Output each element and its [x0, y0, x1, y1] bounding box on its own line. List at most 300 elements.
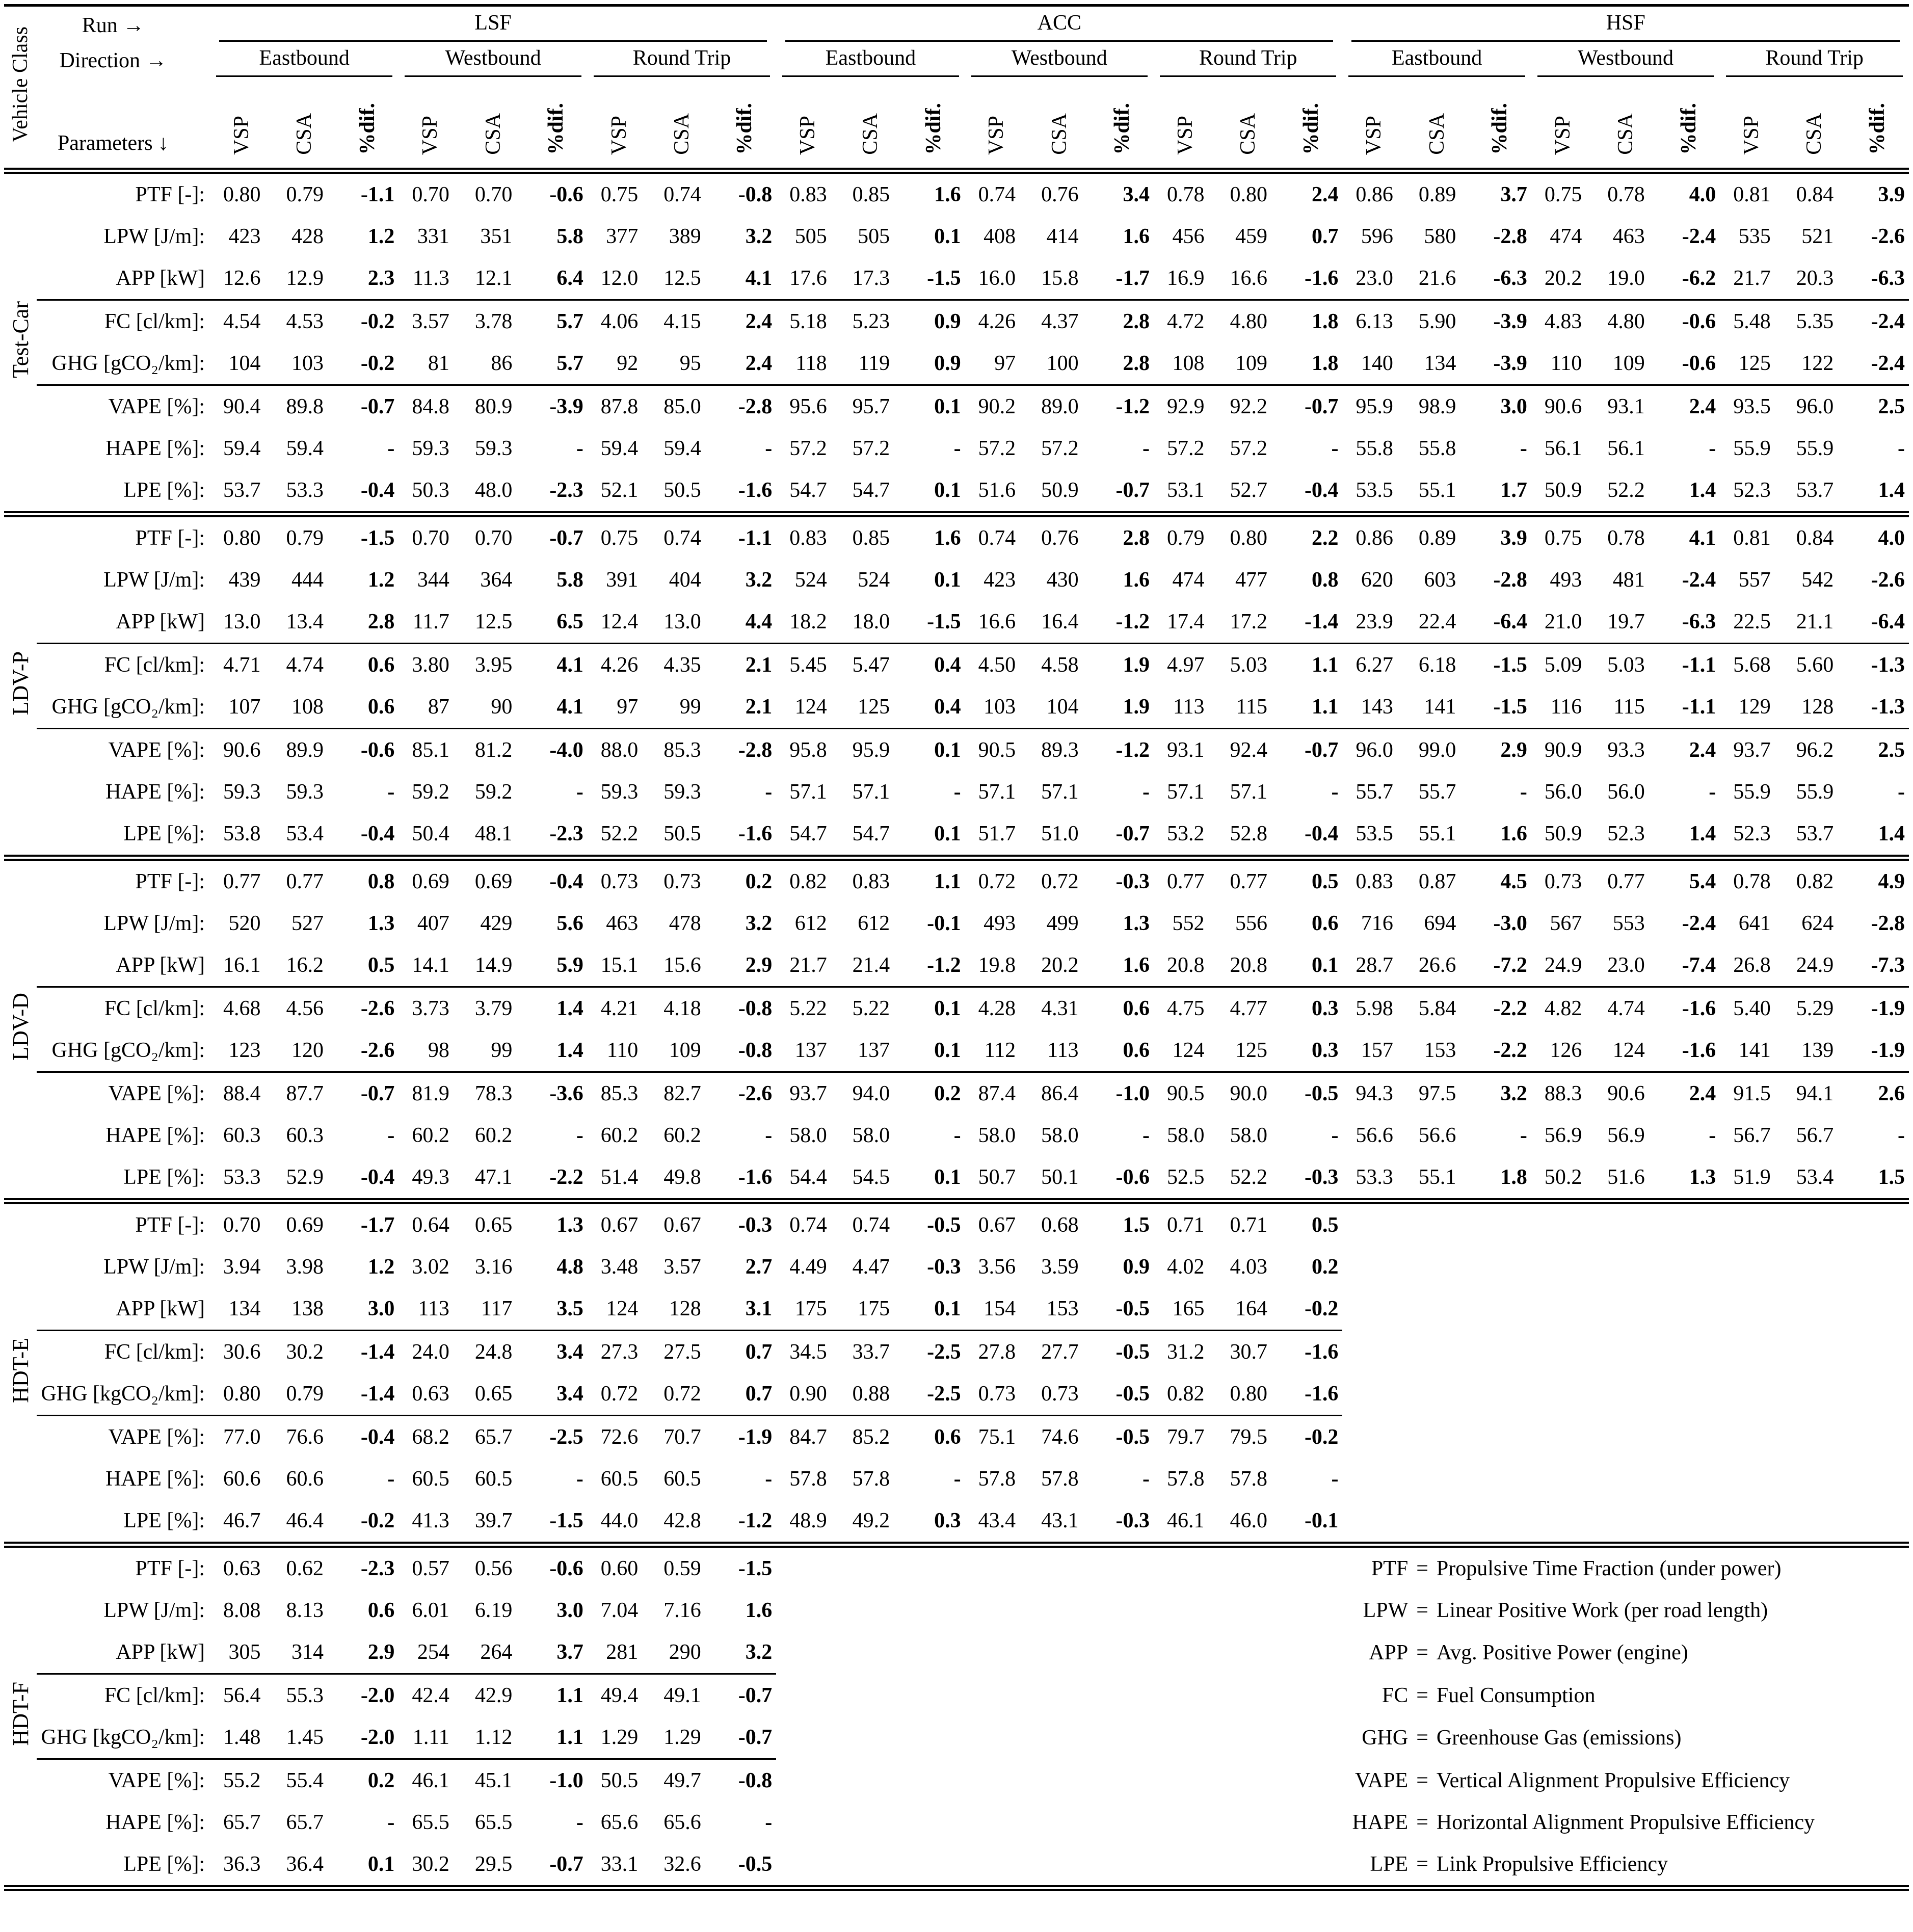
table-cell: 2.4	[1689, 1082, 1716, 1105]
table-cell: 1.6	[1123, 954, 1150, 977]
table-cell: 93.3	[1607, 738, 1645, 762]
column-header-label: %dif.	[1299, 103, 1323, 155]
table-row	[4, 601, 1909, 644]
column-header-label: CSA	[670, 113, 694, 155]
table-cell: 6.18	[1418, 653, 1456, 677]
table-cell: 49.7	[663, 1769, 701, 1792]
table-cell: 4.8	[556, 1255, 583, 1279]
table-cell: 139	[1801, 1039, 1834, 1062]
table-cell: 74.6	[1041, 1425, 1079, 1449]
table-cell: -0.5	[1115, 1382, 1150, 1406]
table-cell: 52.2	[1607, 479, 1645, 502]
legend-equals: =	[1416, 1852, 1428, 1876]
param-label: FC [cl/km]:	[104, 310, 205, 333]
table-cell: 8.13	[286, 1599, 324, 1622]
column-header-csa	[273, 77, 335, 169]
table-cell: 92.4	[1230, 738, 1267, 762]
table-cell: 57.1	[1041, 780, 1079, 804]
column-header-label: VSP	[795, 115, 819, 155]
table-cell: 20.3	[1796, 267, 1834, 290]
table-cell: 2.4	[1311, 183, 1339, 206]
table-cell: -4.0	[549, 738, 583, 762]
table-cell: 4.72	[1167, 310, 1205, 333]
table-cell: 55.8	[1356, 437, 1393, 460]
table-cell: -0.4	[1304, 479, 1339, 502]
table-cell: 0.67	[978, 1213, 1016, 1237]
legend-abbr: LPE	[1370, 1852, 1409, 1876]
table-cell: 53.5	[1356, 822, 1393, 845]
column-header-label: %dif.	[355, 103, 379, 155]
table-cell: 1.4	[556, 1039, 583, 1062]
table-cell: 0.89	[1418, 183, 1456, 206]
table-cell: 1.6	[934, 183, 961, 206]
table-cell: 115	[1613, 695, 1645, 719]
table-cell: 14.1	[412, 954, 449, 977]
param-label: GHG [kgCO₂/km]:	[41, 1382, 205, 1406]
table-cell: 603	[1424, 568, 1456, 592]
table-cell: 4.82	[1544, 997, 1582, 1020]
vehicle-class-label: HDT-E	[8, 1337, 33, 1403]
table-cell: 47.1	[474, 1166, 513, 1189]
table-row	[4, 1802, 1909, 1843]
table-cell: 113	[418, 1297, 449, 1320]
table-cell: 423	[228, 225, 261, 248]
param-label: LPW [J/m]:	[103, 225, 205, 248]
table-row	[4, 1843, 1909, 1886]
double-rule	[4, 1199, 1909, 1203]
legend-abbr: FC	[1381, 1684, 1409, 1707]
table-cell: 1.9	[1123, 653, 1150, 677]
table-cell: -	[387, 780, 395, 804]
table-cell: 43.4	[978, 1509, 1016, 1532]
table-cell: -3.9	[549, 395, 583, 418]
table-cell: 141	[1738, 1039, 1771, 1062]
table-cell: 0.63	[412, 1382, 449, 1406]
legend-text: Horizontal Alignment Propulsive Efficiency	[1436, 1811, 1815, 1834]
table-cell: 0.6	[367, 695, 395, 719]
table-cell: 0.70	[474, 183, 513, 206]
table-cell: 0.80	[223, 183, 261, 206]
table-cell: 0.84	[1796, 526, 1834, 550]
table-cell: 49.8	[663, 1166, 701, 1189]
table-cell: -2.2	[1493, 997, 1527, 1020]
table-cell: 57.2	[978, 437, 1016, 460]
table-cell: 153	[1424, 1039, 1456, 1062]
legend-entry	[776, 1716, 1909, 1759]
table-cell: -3.9	[1493, 310, 1527, 333]
legend-equals: =	[1416, 1640, 1428, 1664]
table-cell: 108	[1172, 352, 1205, 375]
table-cell: 4.49	[789, 1255, 827, 1279]
table-cell: -	[387, 1124, 395, 1147]
table-cell: 19.8	[978, 954, 1016, 977]
table-cell: 493	[1550, 568, 1582, 592]
table-cell: -2.4	[1682, 912, 1716, 935]
table-cell: 5.45	[789, 653, 827, 677]
table-cell: 65.7	[286, 1811, 324, 1834]
table-cell: 107	[228, 695, 261, 719]
table-cell: 52.3	[1607, 822, 1645, 845]
table-cell: 68.2	[412, 1425, 449, 1449]
table-cell: 1.2	[367, 568, 395, 592]
table-cell: 0.73	[1544, 870, 1582, 893]
table-row	[4, 1500, 1909, 1543]
table-cell: -1.6	[1304, 267, 1339, 290]
table-cell: 3.7	[1500, 183, 1527, 206]
table-cell: 57.2	[1041, 437, 1079, 460]
table-row	[4, 516, 1909, 559]
param-label: APP [kW]	[116, 954, 205, 977]
table-cell: 56.6	[1356, 1124, 1393, 1147]
table-cell: -1.5	[738, 1557, 773, 1580]
table-cell: 55.3	[286, 1684, 324, 1707]
table-cell: 12.4	[600, 610, 639, 633]
vehicle-class-label: Test-Car	[8, 301, 33, 378]
table-cell: -1.2	[927, 954, 961, 977]
table-row	[4, 428, 1909, 469]
table-cell: 53.8	[223, 822, 261, 845]
legend-text: Greenhouse Gas (emissions)	[1436, 1726, 1682, 1750]
table-cell: 85.2	[852, 1425, 890, 1449]
table-cell: 77.0	[223, 1425, 261, 1449]
table-cell: 85.3	[663, 738, 701, 762]
table-cell: 2.5	[1878, 395, 1905, 418]
table-cell: 49.4	[600, 1684, 639, 1707]
table-cell: 3.2	[745, 1640, 773, 1664]
table-row	[4, 559, 1909, 601]
table-cell: 0.79	[286, 1382, 324, 1406]
table-cell: 43.1	[1041, 1509, 1079, 1532]
table-cell: 3.2	[745, 568, 773, 592]
table-row	[4, 1331, 1909, 1373]
table-cell: 0.82	[1796, 870, 1834, 893]
table-cell: 0.65	[474, 1213, 513, 1237]
table-cell: 1.3	[367, 912, 395, 935]
table-cell: -	[576, 780, 583, 804]
param-label: HAPE [%]:	[105, 1467, 205, 1491]
table-cell: 98	[428, 1039, 449, 1062]
direction-group-label: Westbound	[971, 44, 1148, 77]
table-cell: 57.8	[789, 1467, 827, 1491]
table-cell: 12.1	[474, 267, 513, 290]
table-cell: -0.7	[1115, 822, 1150, 845]
table-cell: 22.4	[1418, 610, 1456, 633]
param-label: GHG [gCO₂/km]:	[51, 695, 205, 719]
table-cell: 50.9	[1041, 479, 1079, 502]
table-cell: 59.3	[286, 780, 324, 804]
table-cell: 27.5	[663, 1340, 701, 1364]
legend-entry	[776, 1590, 1909, 1631]
table-cell: 141	[1424, 695, 1456, 719]
legend-equals: =	[1416, 1599, 1428, 1622]
table-cell: 364	[480, 568, 513, 592]
table-cell: -6.2	[1682, 267, 1716, 290]
table-cell: -1.6	[1682, 1039, 1716, 1062]
table-cell: 3.2	[1500, 1082, 1527, 1105]
table-cell: 4.26	[978, 310, 1016, 333]
table-cell: 6.5	[556, 610, 583, 633]
table-cell: -	[953, 1124, 961, 1147]
table-cell: 6.13	[1356, 310, 1393, 333]
table-cell: 109	[669, 1039, 701, 1062]
column-header-label: CSA	[481, 113, 505, 155]
table-cell: 175	[794, 1297, 827, 1320]
table-cell: 4.28	[978, 997, 1016, 1020]
empty-cell	[1342, 1288, 1909, 1331]
table-cell: 65.7	[223, 1811, 261, 1834]
table-cell: 6.4	[556, 267, 583, 290]
table-cell: 1.2	[367, 1255, 395, 1279]
table-cell: 124	[1172, 1039, 1205, 1062]
table-row	[4, 1246, 1909, 1288]
column-header-dif	[336, 77, 398, 169]
table-cell: 4.1	[745, 267, 773, 290]
table-cell: -	[1709, 780, 1716, 804]
table-cell: 493	[984, 912, 1016, 935]
table-cell: -0.4	[360, 1166, 395, 1189]
table-cell: 1.4	[1878, 822, 1905, 845]
table-cell: 694	[1424, 912, 1456, 935]
table-cell: 0.1	[934, 1166, 961, 1189]
table-cell: 1.7	[1500, 479, 1527, 502]
table-cell: -7.3	[1871, 954, 1905, 977]
legend-entry	[776, 1631, 1909, 1674]
vehicle-class-corner	[4, 6, 37, 169]
table-cell: 57.2	[852, 437, 890, 460]
table-cell: 55.1	[1418, 822, 1456, 845]
param-label: HAPE [%]:	[105, 780, 205, 804]
legend-entry	[776, 1802, 1909, 1843]
table-cell: 1.11	[412, 1726, 449, 1749]
table-cell: -2.4	[1682, 568, 1716, 592]
table-cell: 12.5	[474, 610, 513, 633]
table-cell: 4.47	[852, 1255, 890, 1279]
table-cell: 8.08	[223, 1599, 261, 1622]
column-header-label: VSP	[418, 115, 442, 155]
table-cell: 51.0	[1041, 822, 1079, 845]
table-cell: 49.2	[852, 1509, 890, 1532]
table-cell: 0.83	[789, 183, 827, 206]
table-cell: -1.5	[1493, 653, 1527, 677]
table-cell: -1.4	[360, 1340, 395, 1364]
column-header-label: %dif.	[733, 103, 757, 155]
table-cell: 2.4	[1689, 395, 1716, 418]
column-header-csa	[1028, 77, 1091, 169]
table-cell: 119	[858, 352, 890, 375]
table-cell: 50.9	[1544, 479, 1582, 502]
table-cell: 50.5	[663, 479, 701, 502]
table-cell: 13.4	[286, 610, 324, 633]
block-separator	[4, 1886, 1909, 1890]
table-cell: -2.4	[1871, 352, 1905, 375]
table-cell: 0.73	[663, 870, 701, 893]
table-cell: 84.8	[412, 395, 449, 418]
table-cell: 89.8	[286, 395, 324, 418]
table-cell: 1.1	[556, 1684, 583, 1707]
table-cell: 57.2	[1230, 437, 1267, 460]
table-cell: 117	[481, 1297, 513, 1320]
table-cell: 521	[1801, 225, 1834, 248]
table-cell: -	[1520, 780, 1527, 804]
table-cell: 499	[1046, 912, 1079, 935]
table-cell: 55.9	[1733, 437, 1771, 460]
table-cell: 46.7	[223, 1509, 261, 1532]
param-label: FC [cl/km]:	[104, 1684, 205, 1707]
table-cell: 624	[1801, 912, 1834, 935]
table-cell: 24.0	[412, 1340, 449, 1364]
table-cell: 12.6	[223, 267, 261, 290]
param-label: FC [cl/km]:	[104, 1340, 205, 1364]
table-cell: 0.85	[852, 183, 890, 206]
table-cell: 21.6	[1418, 267, 1456, 290]
block-separator	[4, 512, 1909, 516]
table-cell: -2.5	[549, 1425, 583, 1449]
table-cell: -1.6	[738, 479, 773, 502]
table-cell: 1.4	[1689, 479, 1716, 502]
table-cell: 391	[606, 568, 639, 592]
table-cell: 94.3	[1356, 1082, 1393, 1105]
column-header-dif	[902, 77, 965, 169]
table-cell: -0.1	[1304, 1509, 1339, 1532]
table-cell: 26.8	[1733, 954, 1771, 977]
table-cell: 98.9	[1418, 395, 1456, 418]
table-cell: 153	[1046, 1297, 1079, 1320]
table-cell: 15.6	[663, 954, 701, 977]
table-cell: 1.2	[367, 225, 395, 248]
table-cell: -1.3	[1871, 653, 1905, 677]
table-cell: 59.2	[412, 780, 449, 804]
table-cell: 56.7	[1796, 1124, 1834, 1147]
table-cell: 58.0	[789, 1124, 827, 1147]
table-cell: 46.0	[1230, 1509, 1267, 1532]
table-cell: 1.3	[1123, 912, 1150, 935]
table-cell: 0.75	[1544, 183, 1582, 206]
table-cell: 1.12	[474, 1726, 513, 1749]
column-header-vsp	[210, 77, 273, 169]
table-cell: 95.8	[789, 738, 827, 762]
table-cell: 553	[1612, 912, 1645, 935]
empty-cell	[1342, 1458, 1909, 1500]
table-cell: 3.59	[1041, 1255, 1079, 1279]
table-cell: 60.5	[474, 1467, 513, 1491]
table-cell: 5.03	[1230, 653, 1267, 677]
table-cell: 60.2	[412, 1124, 449, 1147]
table-cell: 7.16	[663, 1599, 701, 1622]
table-cell: 7.04	[600, 1599, 639, 1622]
param-label: PTF [-]:	[135, 183, 205, 206]
parameters-label: Parameters ↓	[57, 131, 169, 155]
table-cell: 138	[291, 1297, 324, 1320]
column-header-label: VSP	[1173, 115, 1197, 155]
param-label: PTF [-]:	[135, 526, 205, 550]
column-header-dif	[713, 77, 776, 169]
table-cell: -	[1520, 437, 1527, 460]
table-cell: 0.69	[474, 870, 513, 893]
table-cell: 54.4	[789, 1166, 827, 1189]
table-cell: 0.80	[223, 526, 261, 550]
table-cell: 254	[417, 1640, 449, 1664]
table-cell: 4.37	[1041, 310, 1079, 333]
column-header-label: CSA	[293, 113, 316, 155]
table-row	[4, 1760, 1909, 1802]
table-cell: -0.5	[1115, 1425, 1150, 1449]
table-cell: -2.5	[927, 1340, 961, 1364]
table-cell: 65.5	[474, 1811, 513, 1834]
table-cell: -2.0	[360, 1684, 395, 1707]
table-cell: 87.4	[978, 1082, 1016, 1105]
legend-abbr: LPW	[1363, 1599, 1409, 1622]
vehicle-class-cell	[4, 173, 37, 512]
table-cell: 3.94	[223, 1255, 261, 1279]
table-cell: -0.4	[1304, 822, 1339, 845]
table-cell: -0.3	[927, 1255, 961, 1279]
table-row	[4, 1416, 1909, 1458]
table-cell: 423	[984, 568, 1016, 592]
table-cell: 0.56	[474, 1557, 513, 1580]
table-cell: 85.1	[412, 738, 449, 762]
direction-group-header	[1342, 42, 1531, 77]
table-cell: 414	[1046, 225, 1079, 248]
table-cell: 0.1	[934, 479, 961, 502]
table-cell: -	[1143, 780, 1150, 804]
table-cell: 5.03	[1607, 653, 1645, 677]
table-cell: -	[576, 1811, 583, 1834]
table-cell: 65.6	[663, 1811, 701, 1834]
table-cell: 157	[1361, 1039, 1393, 1062]
table-cell: 65.7	[474, 1425, 513, 1449]
table-cell: 90.0	[1230, 1082, 1267, 1105]
table-cell: 55.9	[1796, 780, 1834, 804]
table-cell: 3.9	[1878, 183, 1905, 206]
table-cell: 95.7	[852, 395, 890, 418]
table-cell: 1.5	[1123, 1213, 1150, 1237]
column-header-label: VSP	[1739, 115, 1763, 155]
table-row	[4, 1458, 1909, 1500]
table-cell: 54.7	[852, 822, 890, 845]
table-cell: 58.0	[1230, 1124, 1267, 1147]
table-cell: 0.74	[978, 183, 1016, 206]
table-cell: 2.9	[745, 954, 773, 977]
table-cell: 1.1	[556, 1726, 583, 1749]
table-cell: -	[765, 1811, 773, 1834]
vehicle-class-cell	[4, 860, 37, 1199]
table-cell: 51.6	[1607, 1166, 1645, 1189]
table-cell: 11.3	[412, 267, 449, 290]
table-cell: 1.4	[1689, 822, 1716, 845]
table-cell: 50.2	[1544, 1166, 1582, 1189]
table-cell: 65.5	[412, 1811, 449, 1834]
table-cell: -2.6	[360, 1039, 395, 1062]
table-row	[4, 1716, 1909, 1759]
direction-group-header	[1720, 42, 1909, 77]
table-cell: -0.6	[1682, 352, 1716, 375]
table-cell: 3.0	[367, 1297, 395, 1320]
param-label: LPE [%]:	[123, 479, 205, 502]
table-cell: 0.9	[1123, 1255, 1150, 1279]
table-cell: 94.1	[1796, 1082, 1834, 1105]
table-cell: 56.6	[1418, 1124, 1456, 1147]
table-cell: 59.4	[663, 437, 701, 460]
table-cell: -1.1	[1682, 695, 1716, 719]
table-cell: 85.3	[600, 1082, 639, 1105]
table-cell: 12.0	[600, 267, 639, 290]
param-label: HAPE [%]:	[105, 1811, 205, 1834]
param-label: PTF [-]:	[135, 870, 205, 893]
table-cell: 60.5	[600, 1467, 639, 1491]
table-cell: -	[765, 437, 773, 460]
table-cell: 60.5	[412, 1467, 449, 1491]
table-cell: 55.8	[1418, 437, 1456, 460]
